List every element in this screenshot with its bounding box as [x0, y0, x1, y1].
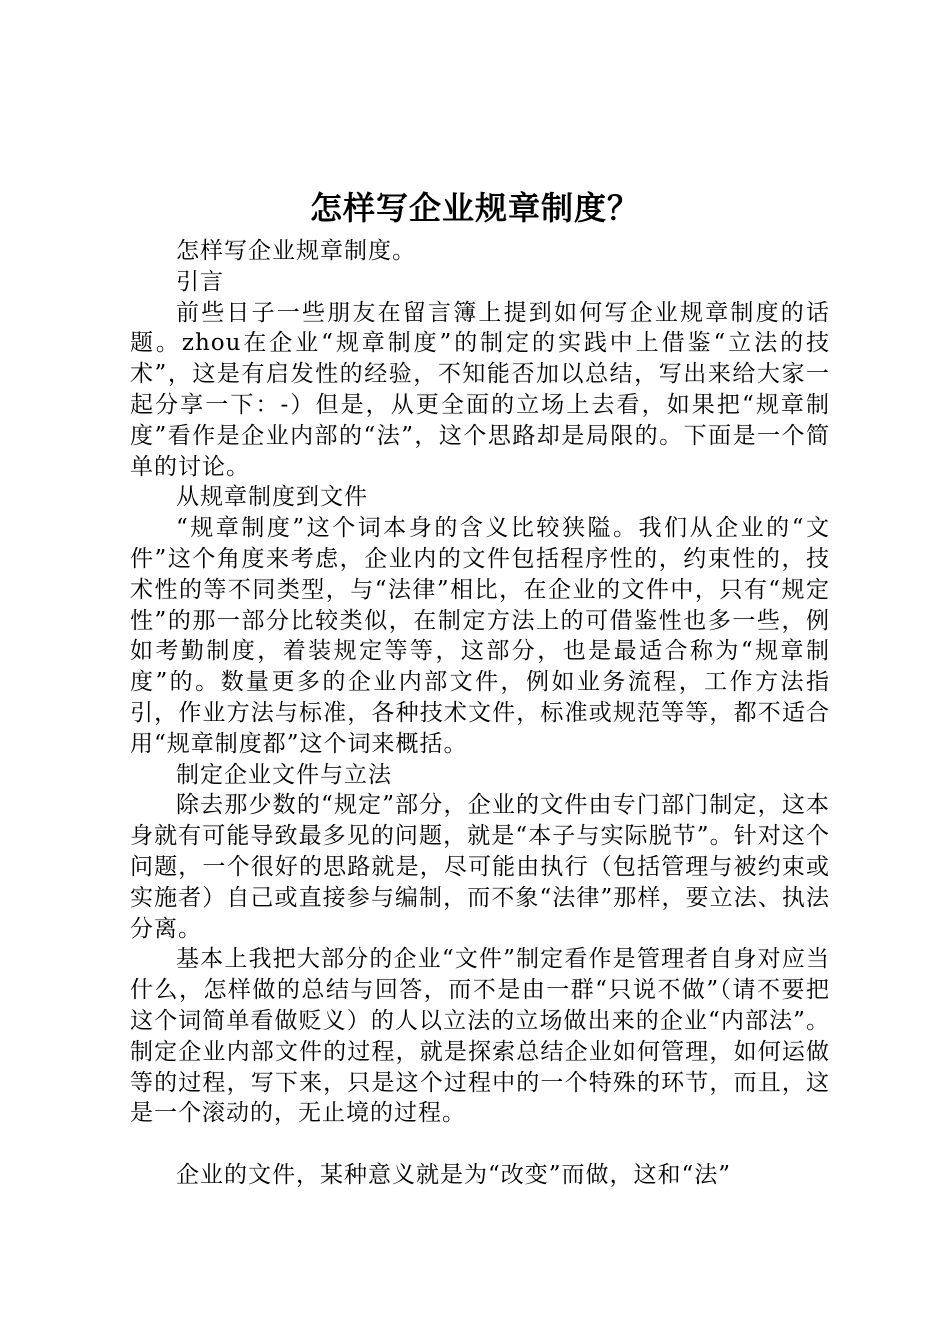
document-body: [130, 236, 830, 1191]
paragraph-subtitle: 怎样写企业规章制度。: [176, 238, 416, 264]
paragraph-files-and-legislation: 除去那少数的“规定”部分，企业的文件由专门部门制定，这本身就有可能导致最多见的问题，就是“本子与实际脱节”。针对这个问题，一个很好的思路就是，尽可能由执行（包括管理与被约束或实施者）自己或直接参与编制，而不象“法律”那样，要立法、执法分离。: [130, 792, 830, 942]
paragraph-management-summary: 基本上我把大部分的企业“文件”制定看作是管理者自身对应当什么，怎样做的总结与回答，而不是由一群“只说不做”（请不要把这个词简单看做贬义）的人以立法的立场做出来的企业“内部法”。制定企业内部文件的过程，就是探索总结企业如何管理，如何运做等的过程，写下来，只是这个过程中的一个特殊的环节，而且，这是一个滚动的，无止境的过程。: [130, 946, 830, 1127]
heading-rules-to-files: 从规章制度到文件: [176, 484, 368, 511]
heading-introduction: 引言: [176, 268, 224, 295]
paragraph-intro: 前些日子一些朋友在留言簿上提到如何写企业规章制度的话题。zhou在企业“规章制度”的制定的实践中上借鉴“立法的技术”，这是有启发性的经验，不知能否加以总结，写出来给大家一起分享一下：-）但是，从更全面的立场上去看，如果把“规章制度”看作是企业内部的“法”，这个思路却是局限的。下面是一个简单的讨论。: [130, 299, 830, 480]
paragraph-change: 企业的文件，某种意义就是为“改变”而做，这和“法”: [176, 1161, 732, 1188]
paragraph-rules-to-files: “规章制度”这个词本身的含义比较狭隘。我们从企业的“文件”这个角度来考虑，企业内的文件包括程序性的，约束性的，技术性的等不同类型，与“法律”相比，在企业的文件中，只有“规定性”的那一部分比较类似，在制定方法上的可借鉴性也多一些，例如考勤制度，着装规定等等，这部分，也是最适合称为“规章制度”的。数量更多的企业内部文件，例如业务流程，工作方法指引，作业方法与标准，各种技术文件，标准或规范等等，都不适合用“规章制度都”这个词来概括。: [130, 515, 830, 757]
document-title: 怎样写企业规章制度？: [309, 189, 640, 227]
heading-files-and-legislation: 制定企业文件与立法: [176, 761, 392, 788]
